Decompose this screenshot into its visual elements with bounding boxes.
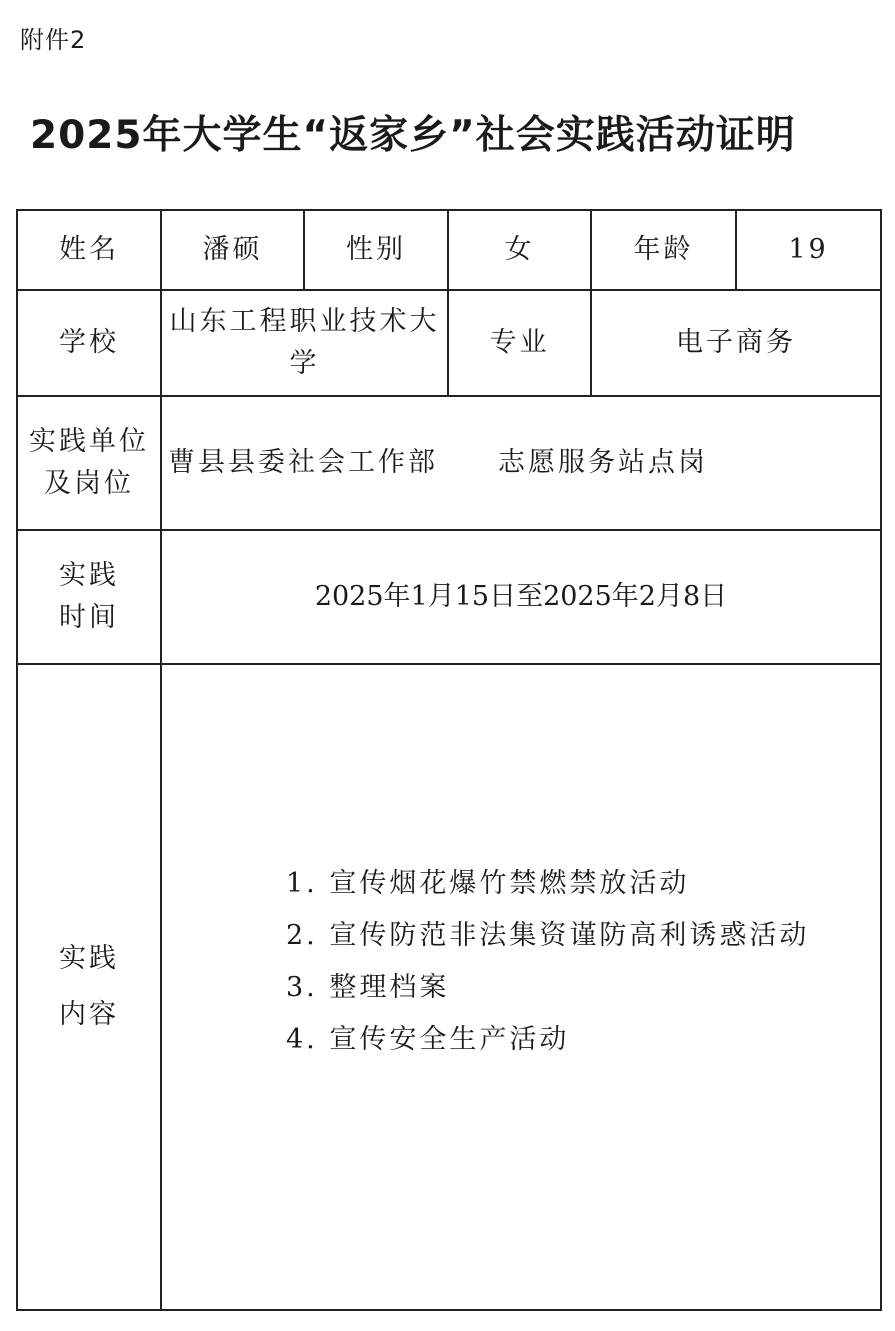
time-value: 2025年1月15日至2025年2月8日 xyxy=(314,581,728,613)
row-school-major xyxy=(17,290,881,396)
content-list xyxy=(286,858,895,1066)
row-practice-time xyxy=(17,530,881,664)
content-label-cell xyxy=(17,664,161,1310)
gender-label: 性别 xyxy=(346,234,406,266)
row-unit-position xyxy=(17,396,881,530)
time-label-line2: 时间 xyxy=(59,602,119,633)
school-label-cell xyxy=(17,290,161,396)
age-value: 19 xyxy=(788,234,829,266)
position-value: 志愿服务站点岗 xyxy=(498,447,708,479)
school-value-cell xyxy=(161,290,448,396)
age-label: 年龄 xyxy=(633,234,694,266)
major-label: 专业 xyxy=(489,327,550,359)
unit-value-cell xyxy=(161,396,881,530)
age-label-cell xyxy=(591,210,736,290)
document-title: 2025年大学生“返家乡”社会实践活动证明 xyxy=(30,113,796,158)
school-value-line2: 学 xyxy=(289,348,320,379)
content-value-cell xyxy=(161,664,881,1310)
major-value-cell xyxy=(591,290,881,396)
gender-value: 女 xyxy=(504,234,535,266)
attachment-label: 附件2 xyxy=(20,26,87,54)
major-label-cell xyxy=(448,290,591,396)
list-item: 1. 宣传烟花爆竹禁燃禁放活动 xyxy=(286,868,690,899)
gender-label-cell xyxy=(304,210,448,290)
age-value-cell xyxy=(736,210,881,290)
unit-label-cell xyxy=(17,396,161,530)
time-label-line1: 实践 xyxy=(59,560,119,592)
major-value: 电子商务 xyxy=(676,327,796,359)
name-value: 潘硕 xyxy=(202,234,263,266)
list-item: 2. 宣传防范非法集资谨防高利诱惑活动 xyxy=(286,920,810,951)
row-practice-content xyxy=(17,664,881,1310)
time-label-cell xyxy=(17,530,161,664)
content-label-line1: 实践 xyxy=(59,943,119,975)
row-basic-info xyxy=(17,210,881,290)
name-label-cell xyxy=(17,210,161,290)
school-value-line1: 山东工程职业技术大 xyxy=(169,306,440,338)
school-label: 学校 xyxy=(59,327,119,359)
certificate-form-table xyxy=(16,209,882,1311)
list-item: 3. 整理档案 xyxy=(286,972,450,1003)
unit-label-line1: 实践单位 xyxy=(29,426,149,458)
name-value-cell xyxy=(161,210,304,290)
unit-label-line2: 及岗位 xyxy=(44,468,134,499)
content-label-line2: 内容 xyxy=(59,999,119,1030)
list-item: 4. 宣传安全生产活动 xyxy=(286,1024,570,1055)
gender-value-cell xyxy=(448,210,591,290)
unit-value: 曹县县委社会工作部 xyxy=(168,447,438,479)
name-label: 姓名 xyxy=(59,234,119,266)
time-value-cell xyxy=(161,530,881,664)
